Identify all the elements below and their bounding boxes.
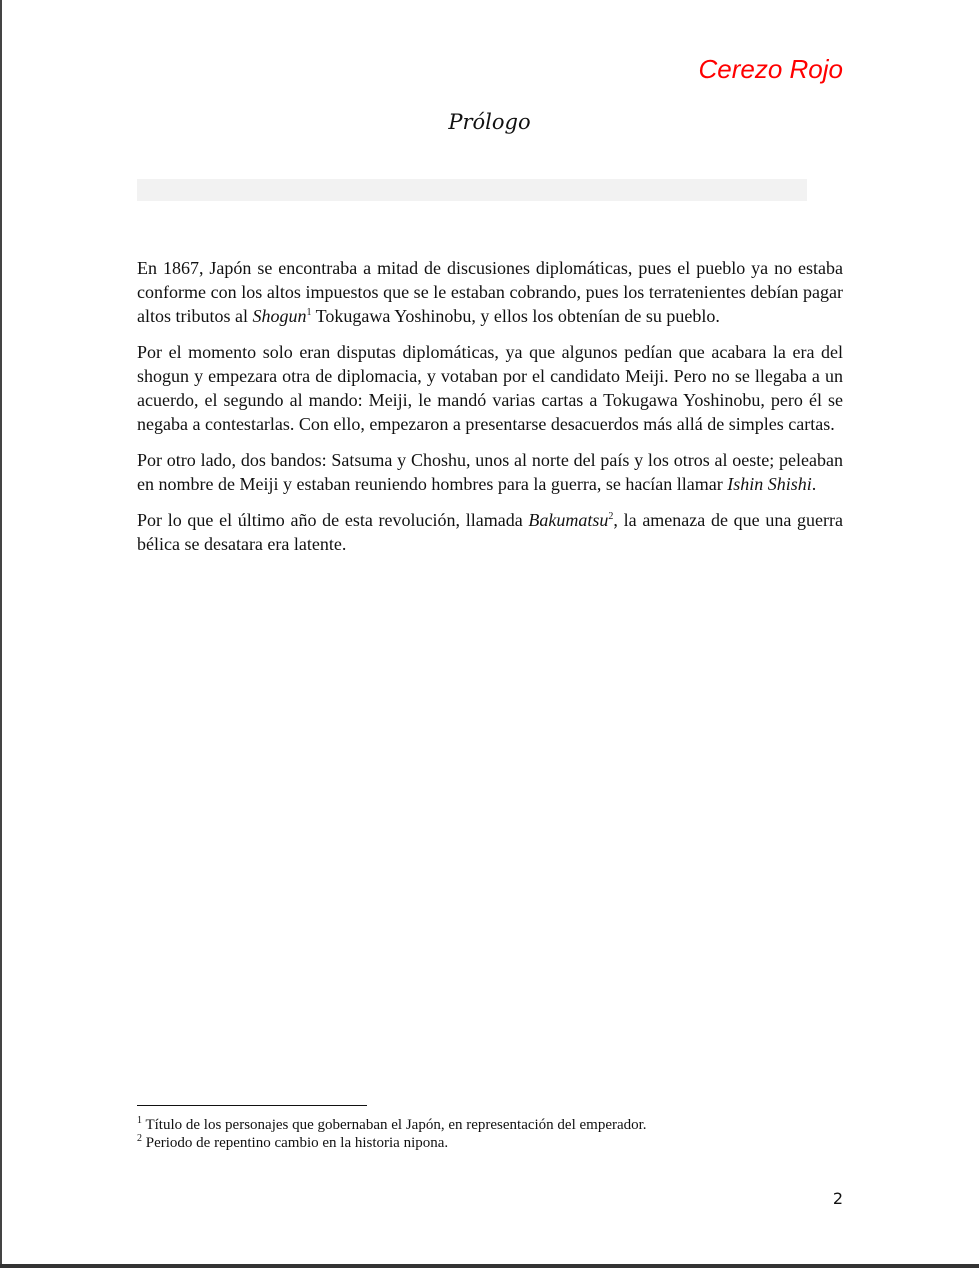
text: , la amenaza de que una guerra bélica se desatara era latente. [137,510,844,554]
text: Por otro lado, dos bandos: Satsuma y Choshu, unos al norte del país y los otros al oeste; peleaban en nombre de Meiji y estaban reuniendo hombres para la guerra, se hacían llamar [137,450,843,494]
body-text [137,256,843,568]
footnote-text: Periodo de repentino cambio en la historia nipona. [142,1135,449,1151]
footnote-ref[interactable]: 1 [306,307,312,318]
paragraph-3 [137,448,843,496]
paragraph-2 [137,340,843,436]
footnote-ref[interactable]: 2 [608,511,614,522]
paragraph-1 [137,256,843,328]
footnote-number: 1 [137,1115,142,1126]
page-title: Prólogo [448,110,531,134]
italic-term: Bakumatsu [528,510,609,530]
text: Por el momento solo eran disputas diplomáticas, ya que algunos pedían que acabara la era del shogun y empezara otra de diplomacia, y votaban por el candidato Meiji. Pero no se llegaba a un acuerdo, el segundo al mando: Meiji, le mandó varias cartas a Tokugawa Yoshinobu, pero él se negaba a contestarlas. Con ello, empezaron a presentarse desacuerdos más allá de simples cartas. [137,342,843,434]
footnote-separator [137,1105,367,1106]
brand-header: Cerezo Rojo [698,54,843,84]
text: Por lo que el último año de esta revolución, llamada [137,510,529,530]
paragraph-4 [137,508,843,556]
footnote-text: Título de los personajes que gobernaban el Japón, en representación del emperador. [142,1117,647,1133]
page-left-edge [0,0,2,1268]
page-number: 2 [832,1189,843,1208]
footnote-number: 2 [137,1133,142,1144]
footnotes [137,1116,647,1152]
shaded-bar [137,179,807,201]
text: Tokugawa Yoshinobu, y ellos los obtenían de su pueblo. [311,306,720,326]
page-bottom-edge [0,1264,979,1268]
footnote-1 [137,1116,647,1134]
footnote-2 [137,1134,647,1152]
italic-term: Ishin Shishi [727,474,812,494]
text: . [811,474,817,494]
italic-term: Shogun [252,306,307,326]
text: En 1867, Japón se encontraba a mitad de discusiones diplomáticas, pues el pueblo ya no estaba conforme con los altos impuestos que se le estaban cobrando, pues los terratenientes debían pagar altos tributos al [137,258,843,326]
